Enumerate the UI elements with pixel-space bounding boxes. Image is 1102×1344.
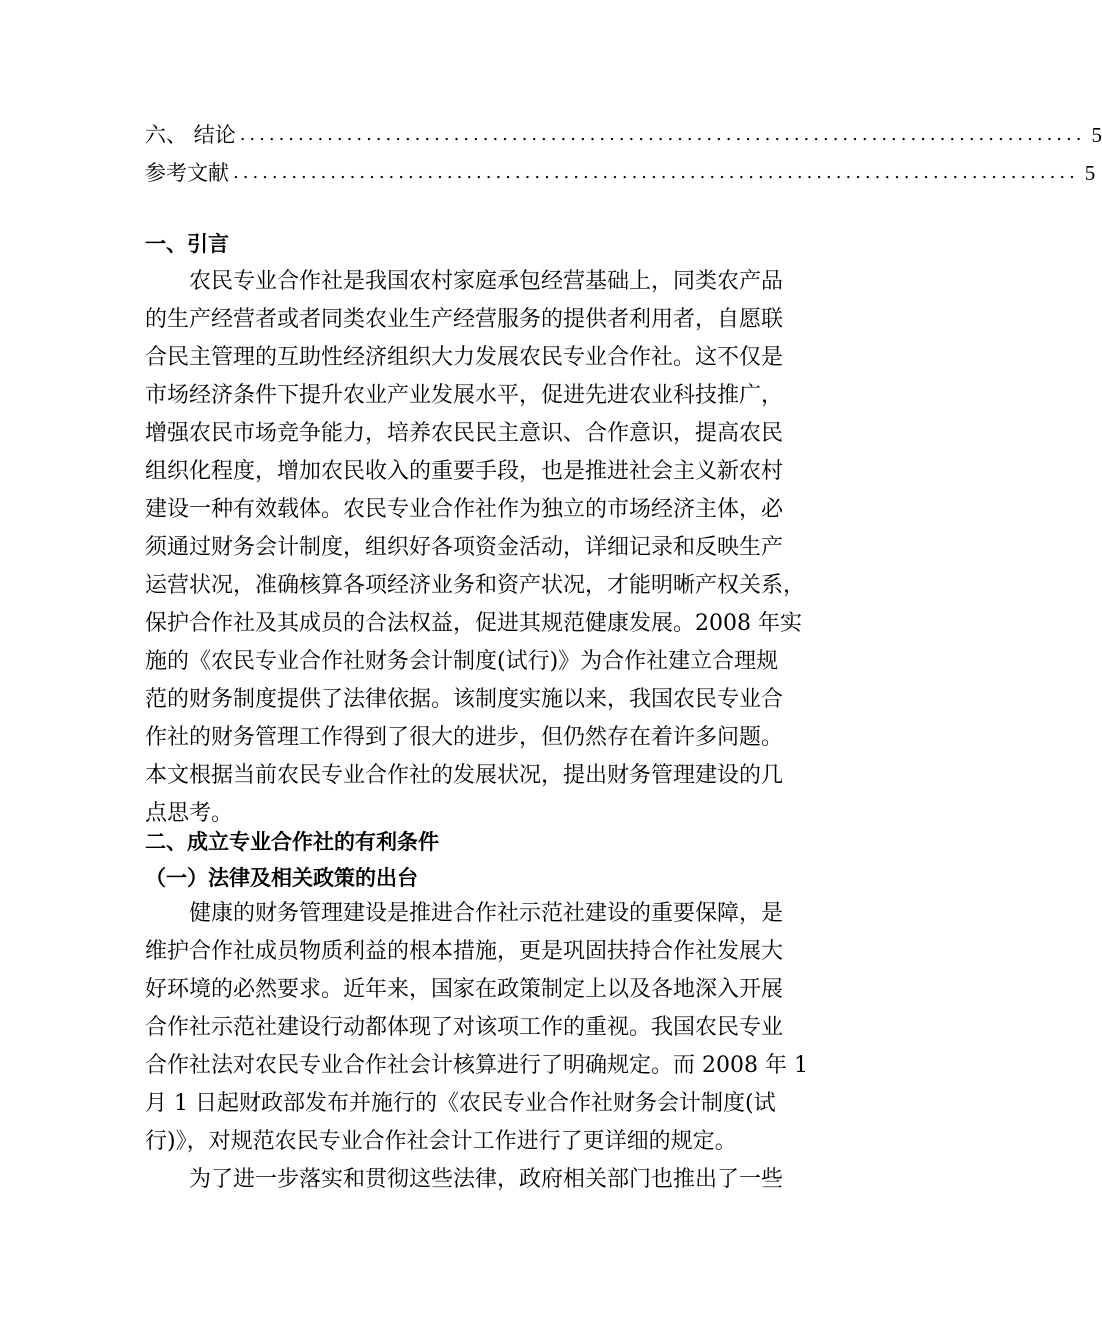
toc-entry-conclusion[interactable] (145, 120, 1102, 150)
paragraph-line: 好环境的必然要求。近年来，国家在政策制定上以及各地深入开展 (145, 977, 784, 1002)
paragraph-line: 点思考。 (145, 801, 234, 826)
paragraph-line: 合作社法对农民专业合作社会计核算进行了明确规定。而 2008 年 1 (145, 1053, 808, 1078)
section-heading-favorable-conditions: 二、成立专业合作社的有利条件 (145, 830, 439, 854)
paragraph-line: 市场经济条件下提升农业产业发展水平，促进先进农业科技推广， (145, 383, 784, 408)
paragraph-line: 农民专业合作社是我国农村家庭承包经营基础上，同类农产品 (189, 269, 784, 294)
toc-entry-page: 5 (1084, 161, 1096, 185)
toc-leader-dots: ....................................................................................... (233, 162, 1079, 183)
paragraph-line: 的生产经营者或者同类农业生产经营服务的提供者利用者，自愿联 (145, 307, 784, 332)
toc-entry-references[interactable] (145, 158, 1096, 188)
paragraph-line: 须通过财务会计制度，组织好各项资金活动，详细记录和反映生产 (145, 535, 784, 560)
toc-entry-label: 参考文献 (145, 161, 229, 185)
section-heading-introduction: 一、引言 (145, 232, 229, 256)
paragraph-line: 建设一种有效载体。农民专业合作社作为独立的市场经济主体，必 (145, 497, 784, 522)
toc-entry-page: 5 (1091, 123, 1102, 147)
paragraph-line: 运营状况，准确核算各项经济业务和资产状况，才能明晰产权关系， (145, 573, 806, 598)
paragraph-line: 作社的财务管理工作得到了很大的进步，但仍然存在着许多问题。 (145, 725, 784, 750)
paragraph-line: 组织化程度，增加农民收入的重要手段，也是推进社会主义新农村 (145, 459, 784, 484)
subsection-heading-laws-policies: （一）法律及相关政策的出台 (145, 866, 418, 890)
paragraph-line: 保护合作社及其成员的合法权益，促进其规范健康发展。2008 年实 (145, 611, 802, 636)
toc-leader-dots: ....................................................................................... (239, 124, 1086, 145)
paragraph-line: 月 1 日起财政部发布并施行的《农民专业合作社财务会计制度(试 (145, 1091, 776, 1116)
paragraph-line: 施的《农民专业合作社财务会计制度(试行)》为合作社建立合理规 (145, 649, 779, 674)
paragraph-line: 为了进一步落实和贯彻这些法律，政府相关部门也推出了一些 (189, 1167, 784, 1192)
paragraph-line: 本文根据当前农民专业合作社的发展状况，提出财务管理建设的几 (145, 763, 784, 788)
toc-entry-label: 六、 结论 (145, 123, 236, 147)
paragraph-line: 增强农民市场竞争能力，培养农民民主意识、合作意识，提高农民 (145, 421, 784, 446)
paragraph-line: 维护合作社成员物质利益的根本措施，更是巩固扶持合作社发展大 (145, 939, 784, 964)
paragraph-line: 合民主管理的互助性经济组织大力发展农民专业合作社。这不仅是 (145, 345, 784, 370)
paragraph-line: 健康的财务管理建设是推进合作社示范社建设的重要保障，是 (189, 901, 784, 926)
paragraph-line: 合作社示范社建设行动都体现了对该项工作的重视。我国农民专业 (145, 1015, 784, 1040)
paragraph-line: 行)》，对规范农民专业合作社会计工作进行了更详细的规定。 (145, 1129, 737, 1154)
paragraph-line: 范的财务制度提供了法律依据。该制度实施以来，我国农民专业合 (145, 687, 784, 712)
